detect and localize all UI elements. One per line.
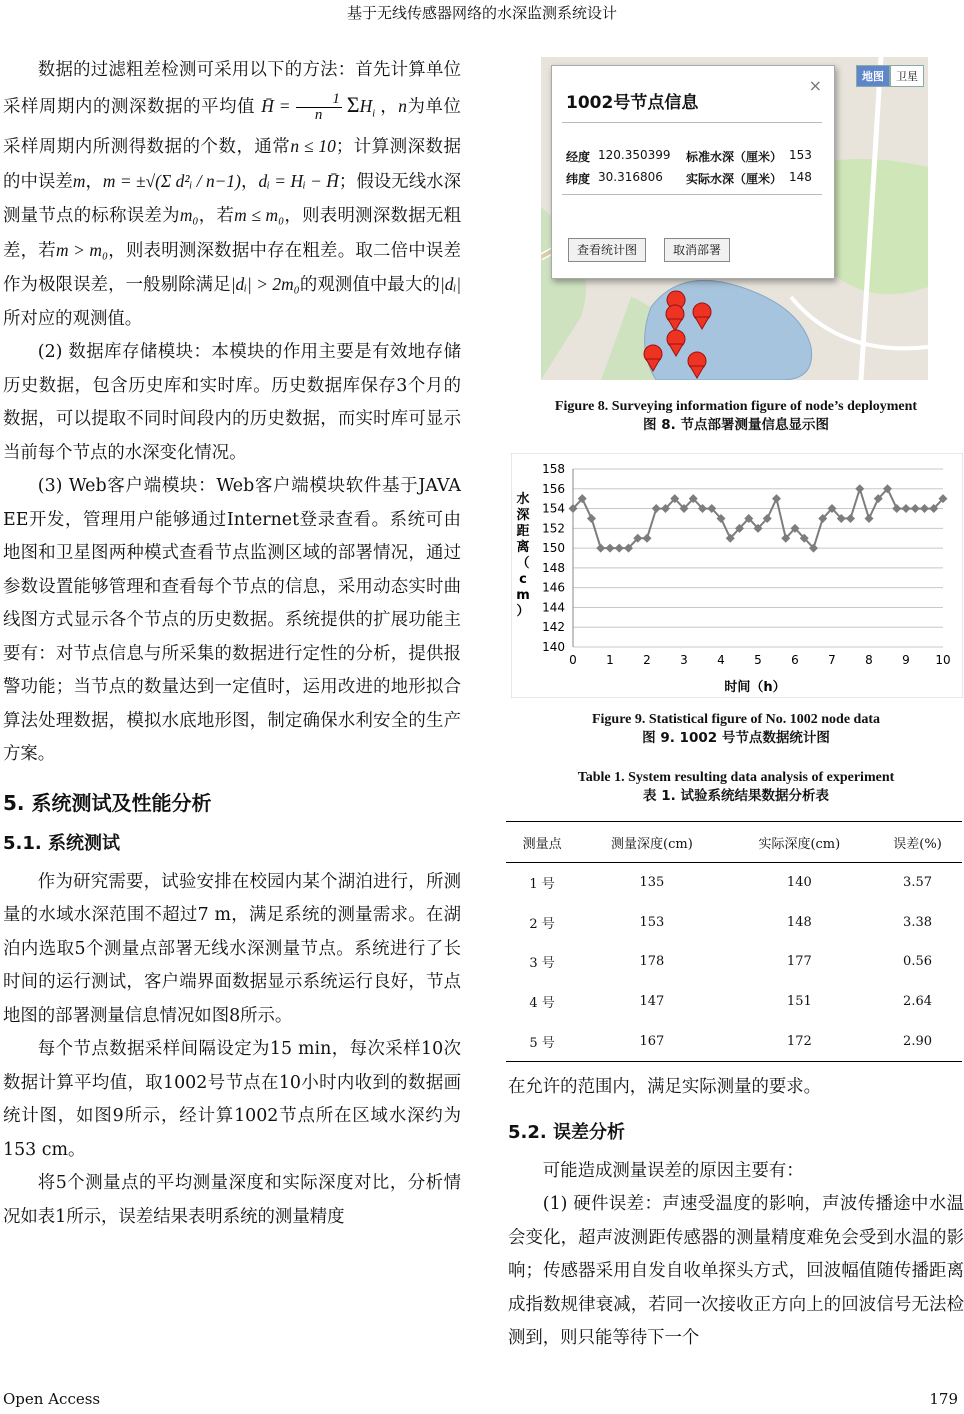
section-heading-5: 5. 系统测试及性能分析 — [3, 790, 212, 815]
x-tick-label: 9 — [902, 653, 910, 667]
x-axis-label: 时间（h） — [724, 680, 786, 695]
paragraph-causes: 可能造成测量误差的原因主要有： — [542, 1160, 804, 1181]
figure-9-caption: Figure 9. Statistical figure of No. 1002 node data 图 9. 1002 号节点数据统计图 — [591, 712, 881, 746]
standard-depth-value: 153 — [789, 148, 812, 162]
tab-map[interactable]: 地图 — [856, 65, 890, 87]
tab-satellite[interactable]: 卫星 — [890, 65, 924, 87]
table-row: 1 号 135 140 3.57 — [529, 875, 932, 893]
table-row: 4 号 147 151 2.64 — [529, 994, 932, 1012]
paragraph-compare: 将5个测量点的平均测量深度和实际深度对比，分析情况如表1所示，误差结果表明系统的测量精度 — [3, 1173, 461, 1227]
paragraph-filter: 数据的过滤粗差检测可采用以下的方法：首先计算单位采样周期内的测深数据的平均值 H̄ = $\frac{1}{n} \Sigma H_i$ ，n为单位采样周期内所测得数据的个数，通常n ≤ 10；计算测深数据的中误差m，m = ±√(Σ d²ᵢ / n−1)，dᵢ = Hᵢ − H̄；假设无线水深测量节点的标称误差为m₀，若m ≤ m₀，则表明测深数据无粗差，若m > m₀，则表明测深数据中存在粗差。取二倍中误差作为极限误差，一般剔除满足|dᵢ| > 2m₀的观测值中最大的|dᵢ|所对应的观测值。 — [3, 60, 461, 329]
running-head: 基于无线传感器网络的水深监测系统设计 — [346, 4, 617, 22]
table-header-row — [506, 822, 962, 863]
y-axis-label-char: 深 — [516, 508, 530, 523]
table-row: 2 号 153 148 3.38 — [529, 914, 932, 932]
paragraph-continue: 在允许的范围内，满足实际测量的要求。 — [508, 1077, 822, 1097]
map-type-tabs — [856, 65, 924, 87]
y-tick-label: 158 — [542, 462, 565, 476]
paragraph-web: (3) Web客户端模块：Web客户端模块软件基于JAVA EE开发，管理用户能够通过Internet登录查看。系统可由地图和卫星图两种模式查看节点监测区域的部署情况，通过参数设置能够管理和查看每个节点的信息，采用动态实时曲线图方式显示各个节点的历史数据。系统提供的扩展功能主要有：对节点信息与所采集的数据进行定性的分析，提供报警功能；当节点的数量达到一定值时，运用改进的地形拟合算法处理数据，模拟水底地形图，制定确保水利安全的生产方案。 — [3, 476, 461, 765]
col-header: 实际深度(cm) — [726, 822, 873, 863]
y-tick-label: 150 — [542, 541, 565, 556]
longitude-value: 120.350399 — [598, 148, 671, 162]
col-header: 测量深度(cm) — [578, 822, 725, 863]
y-tick-label: 140 — [542, 640, 565, 654]
col-header: 误差(%) — [873, 822, 962, 863]
table-row: 3 号 178 177 0.56 — [529, 954, 932, 972]
d-formula: dᵢ = Hᵢ − H̄ — [258, 170, 339, 191]
figure-8-caption: Figure 8. Surveying information figure of node’s deployment 图 8. 节点部署测量信息显示图 — [554, 399, 918, 433]
x-tick-label: 8 — [865, 653, 873, 667]
y-tick-label: 154 — [542, 501, 565, 516]
y-axis-label-char: c — [519, 572, 527, 587]
x-tick-label: 7 — [828, 653, 836, 667]
page-number: 179 — [929, 1390, 958, 1408]
x-tick-label: 3 — [680, 653, 688, 667]
mean-formula: H̄ = $\frac{1}{n} \Sigma H_i$ — [261, 91, 376, 123]
y-tick-label: 156 — [542, 481, 565, 496]
y-axis-label-char: m — [516, 588, 530, 603]
results-table — [506, 821, 962, 1062]
x-tick-label: 6 — [791, 653, 799, 667]
latitude-value: 30.316806 — [598, 170, 663, 184]
left-column — [3, 54, 461, 1234]
close-icon[interactable]: × — [808, 76, 822, 95]
divider — [562, 194, 822, 195]
y-axis-label-char: ） — [516, 604, 530, 619]
section-heading-5-2: 5.2. 误差分析 — [508, 1121, 625, 1143]
x-tick-label: 1 — [606, 653, 614, 667]
node-info-popup: 1002号节点信息 × 经度 120.350399 标准水深（厘米） 153 纬度 30.316806 实际水深（厘米） 148 查看统计图 取消部署 — [551, 65, 835, 279]
paragraph-sampling: 每个节点数据采样间隔设定为15 min，每次采样10次数据计算平均值，取1002号节点在10小时内收到的数据画统计图，如图9所示，经计算1002节点所在区域水深约为153 cm。 — [3, 1039, 461, 1160]
footer-open-access: Open Access — [3, 1390, 101, 1408]
x-tick-label: 0 — [569, 653, 577, 667]
x-tick-label: 10 — [935, 653, 951, 667]
paragraph-hardware: (1) 硬件误差：声速受温度的影响，声波传播途中水温会变化，超声波测距传感器的测量精度难免会受到水温的影响；传感器采用自发自收单探头方式，回波幅值随传播距离成指数规律衰减，若同一次接收正方向上的回波信号无法检测到，则只能等待下一个 — [508, 1194, 964, 1348]
y-axis-label-char: 距 — [516, 524, 530, 539]
x-tick-label: 2 — [643, 653, 651, 667]
right-column-text — [508, 1071, 964, 1356]
y-tick-label: 148 — [542, 560, 565, 575]
paragraph-test: 作为研究需要，试验安排在校园内某个湖泊进行，所测量的水域水深范围不超过7 m，满足系统的测量需求。在湖泊内选取5个测量点部署无线水深测量节点。系统进行了长时间的运行测试，客户端界面数据显示系统运行良好，节点地图的部署测量信息情况如图8所示。 — [3, 871, 461, 1026]
y-axis-label-char: 水 — [516, 492, 530, 507]
view-chart-button[interactable]: 查看统计图 — [568, 238, 646, 262]
cancel-deploy-button[interactable]: 取消部署 — [664, 238, 730, 262]
section-heading-5-1: 5.1. 系统测试 — [3, 832, 120, 854]
x-tick-label: 4 — [717, 653, 725, 667]
y-tick-label: 152 — [542, 521, 565, 536]
y-axis-label-char: 离 — [516, 540, 530, 555]
table-row: 5 号 167 172 2.90 — [506, 1021, 962, 1061]
table-1-caption: Table 1. System resulting data analysis of experiment 表 1. 试验系统结果数据分析表 — [577, 770, 895, 804]
figure-8-map — [541, 57, 928, 380]
paragraph-database: (2) 数据库存储模块：本模块的作用主要是有效地存储历史数据，包含历史库和实时库。历史数据库保存3个月的数据，可以提取不同时间段内的历史数据，而实时库可显示当前每个节点的水深变化情况。 — [3, 342, 461, 463]
y-tick-label: 142 — [542, 620, 565, 635]
popup-title: 1002号节点信息 — [566, 93, 699, 113]
col-header: 测量点 — [506, 822, 578, 863]
y-axis-label-char: （ — [516, 556, 530, 571]
y-tick-label: 146 — [542, 580, 565, 595]
divider — [562, 122, 822, 123]
y-tick-label: 144 — [542, 600, 565, 615]
x-tick-label: 5 — [754, 653, 762, 667]
m-formula: m = ±√(Σ d²ᵢ / n−1) — [102, 170, 241, 191]
figure-9-chart — [511, 453, 963, 698]
actual-depth-value: 148 — [789, 170, 812, 184]
